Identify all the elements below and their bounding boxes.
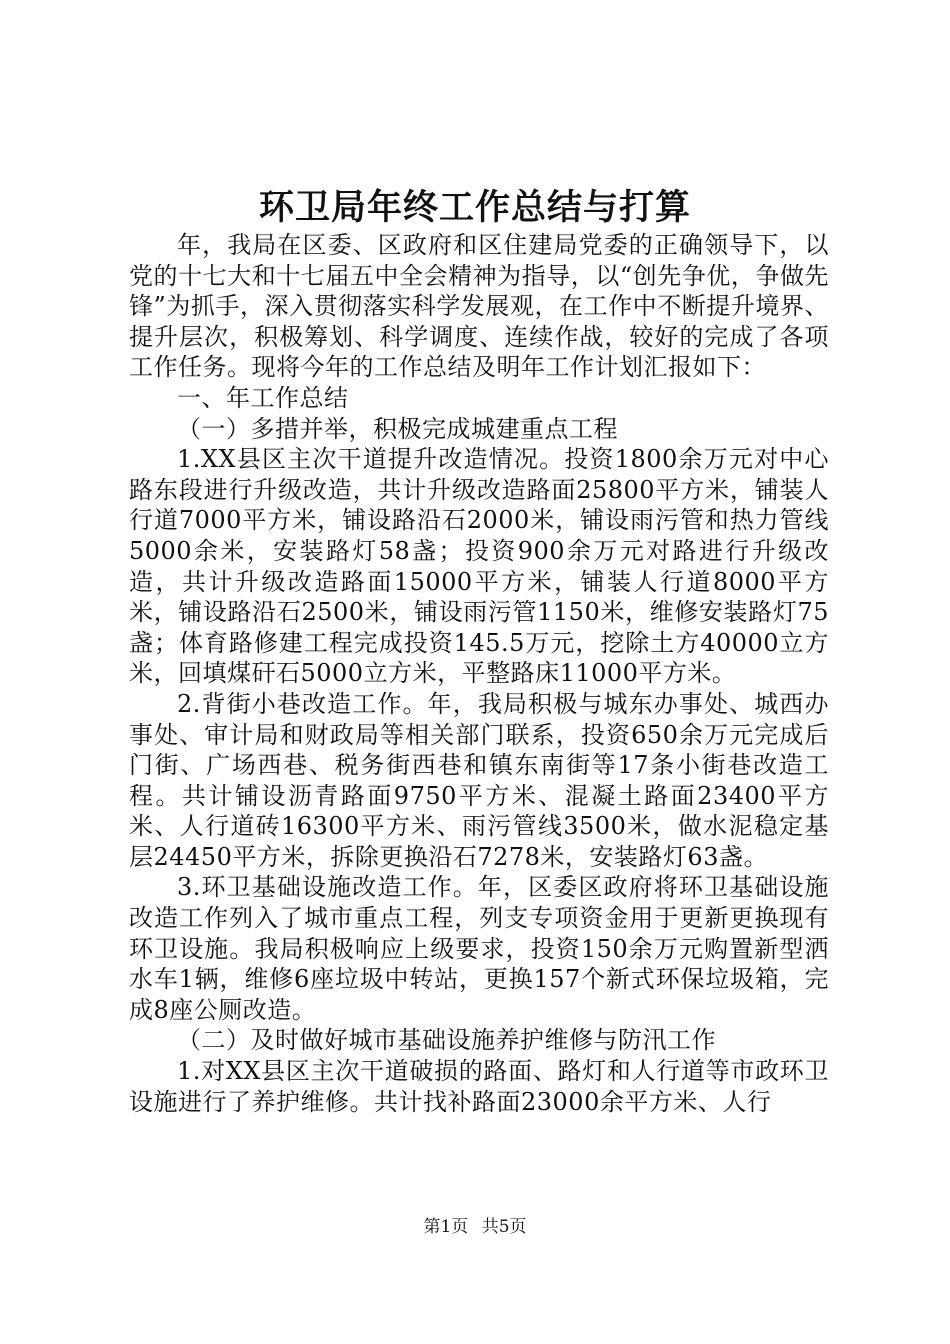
body-paragraph: 1.XX县区主次干道提升改造情况。投资1800余万元对中心路东段进行升级改造，共计升级改造路面25800平方米，铺装人行道7000平方米，铺设路沿石2000米，铺设雨污管和热力管线5000余米，安装路灯58盏；投资900余万元对路进行升级改造，共计升级改造路面15000平方米，铺装人行道8000平方米，铺设路沿石2500米，铺设雨污管1150米，维修安装路灯75盏；体育路修建工程完成投资145.5万元，挖除土方40000立方米，回填煤矸石5000立方米，平整路床11000平方米。 [129,445,829,688]
document-body [129,230,829,1117]
page-number: 第1页 [423,1217,469,1237]
page-footer [0,1215,950,1239]
body-paragraph: 3.环卫基础设施改造工作。年，区委区政府将环卫基础设施改造工作列入了城市重点工程，列支专项资金用于更新更换现有环卫设施。我局积极响应上级要求，投资150余万元购置新型洒水车1辆，维修6座垃圾中转站，更换157个新式环保垃圾箱，完成8座公厕改造。 [129,873,829,1024]
document-title: 环卫局年终工作总结与打算 [258,187,691,228]
subsection-heading: （二）及时做好城市基础设施养护维修与防汛工作 [177,1026,716,1055]
body-paragraph: 1.对XX县区主次干道破损的路面、路灯和人行道等市政环卫设施进行了养护维修。共计找补路面23000余平方米、人行 [129,1057,829,1116]
subsection-heading: （一）多措并举，积极完成城建重点工程 [177,414,618,443]
intro-paragraph: 年，我局在区委、区政府和区住建局党委的正确领导下，以党的十七大和十七届五中全会精神为指导，以“创先争优，争做先锋”为抓手，深入贯彻落实科学发展观，在工作中不断提升境界、提升层次，积极筹划、科学调度、连续作战，较好的完成了各项工作任务。现将今年的工作总结及明年工作计划汇报如下： [129,231,829,382]
body-paragraph: 2.背街小巷改造工作。年，我局积极与城东办事处、城西办事处、审计局和财政局等相关部门联系，投资650余万元完成后门街、广场西巷、税务街西巷和镇东南街等17条小街巷改造工程。共计铺设沥青路面9750平方米、混凝土路面23400平方米、人行道砖16300平方米、雨污管线3500米，做水泥稳定基层24450平方米，拆除更换沿石7278米，安装路灯63盏。 [129,689,829,871]
page-total: 共5页 [481,1217,527,1237]
section-heading: 一、年工作总结 [177,383,349,412]
